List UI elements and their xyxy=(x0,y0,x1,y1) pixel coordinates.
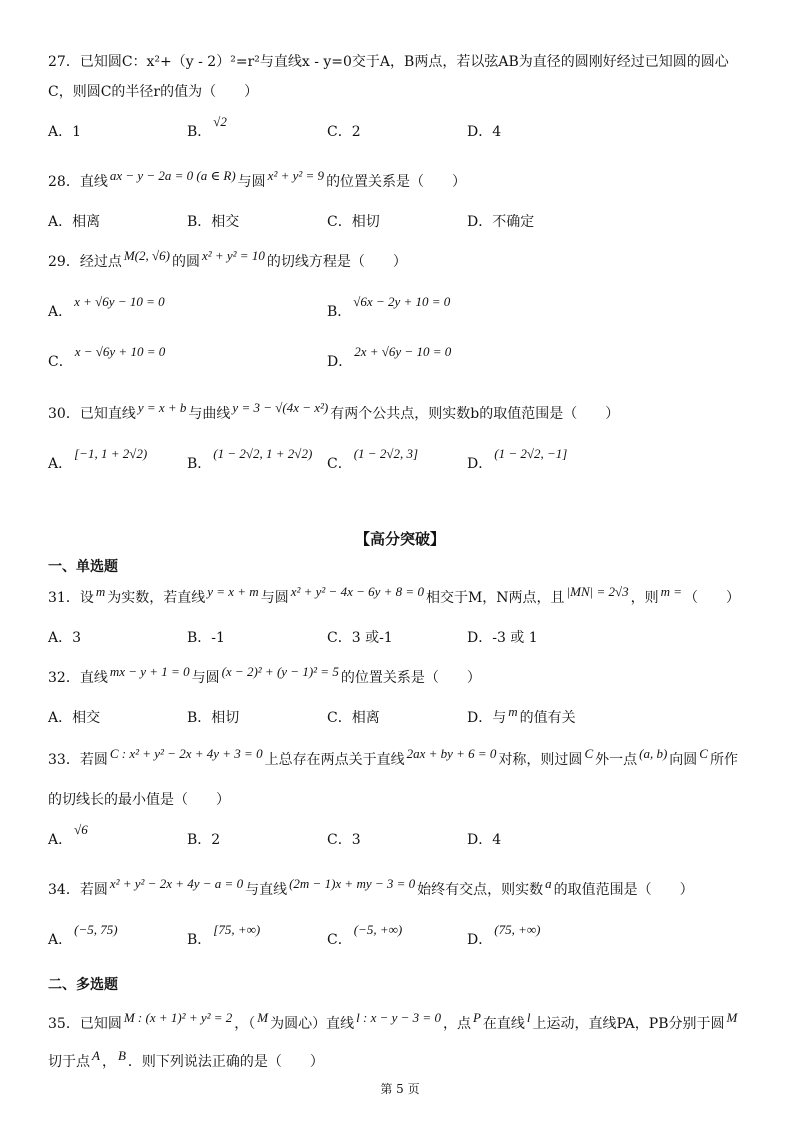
q32-option-b: B．相切 xyxy=(187,710,240,726)
q30-stem: 30．已知直线 y = x + b 与曲线 y = 3 − √(4x − x²) 有两个公共点，则实数b的取值范围是（ ） xyxy=(48,400,620,422)
q30-line-eq: y = x + b xyxy=(137,400,187,415)
q28-option-d: D．不确定 xyxy=(467,214,535,230)
q29-option-d: D．2x + √6y − 10 = 0 xyxy=(327,344,452,370)
q32-option-d: D．与 m 的值有关 xyxy=(467,704,576,726)
q29-stem: 29．经过点 M(2, √6) 的圆 x² + y² = 10 的切线方程是（ ） xyxy=(48,248,407,270)
page-footer: 第 5 页 xyxy=(380,1082,420,1096)
q34-option-a: A．(−5, 75) xyxy=(48,922,118,948)
q32-stem: 32．直线 mx − y + 1 = 0 与圆 (x − 2)² + (y − 1)² = 5 的位置关系是（ ） xyxy=(48,664,481,686)
q34-option-d: D．(75, +∞) xyxy=(467,922,541,948)
heading-multi-choice: 二、多选题 xyxy=(48,977,118,993)
q28-stem: 28．直线 ax − y − 2a = 0 (a ∈ R) 与圆 x² + y² = 9 的位置关系是（ ） xyxy=(48,168,467,190)
q35-stem-line1: 35．已知圆 M : (x + 1)² + y² = 2 ，（ M 为圆心）直线 l : x − y − 3 = 0 ，点 P 在直线 l 上运动，直线PA，PB分别于圆 M xyxy=(48,1010,738,1032)
q29-point: M(2, √6) xyxy=(123,248,170,263)
q30-option-d: D．(1 − 2√2, −1] xyxy=(467,446,568,472)
q28-line-eq: ax − y − 2a = 0 (a ∈ R) xyxy=(109,168,236,183)
q34-option-b: B．[75, +∞) xyxy=(187,922,261,948)
q28-option-b: B．相交 xyxy=(187,214,240,230)
q28-circle-eq: x² + y² = 9 xyxy=(267,168,325,183)
q29-option-b: B．√6x − 2y + 10 = 0 xyxy=(327,294,451,320)
q34-stem: 34．若圆 x² + y² − 2x + 4y − a = 0 与直线 (2m − 1)x + my − 3 = 0 始终有交点，则实数 a 的取值范围是（ ） xyxy=(48,876,694,898)
q35-stem-line2: 切于点 A ， B ．则下列说法正确的是（ ） xyxy=(48,1048,324,1070)
heading-single-choice: 一、单选题 xyxy=(48,559,118,575)
q33-option-c: C．3 xyxy=(327,832,361,848)
q34-option-c: C．(−5, +∞) xyxy=(327,922,403,948)
q31-stem: 31．设 m 为实数，若直线 y = x + m 与圆 x² + y² − 4x − 6y + 8 = 0 相交于M，N两点，且 |MN| = 2√3 ，则 m = （ ） xyxy=(48,584,741,606)
q33-option-a: A．√6 xyxy=(48,822,88,848)
q29-option-a: A．x + √6y − 10 = 0 xyxy=(48,294,165,320)
q33-option-b: B．2 xyxy=(187,832,221,848)
q27-option-d: D．4 xyxy=(467,124,502,140)
q29-option-c: C．x − √6y + 10 = 0 xyxy=(48,344,166,370)
q30-option-b: B．(1 − 2√2, 1 + 2√2) xyxy=(187,446,313,472)
q28-option-a: A．相离 xyxy=(48,214,101,230)
q27-option-b-math: √2 xyxy=(213,114,227,129)
q31-option-b: B．-1 xyxy=(187,630,225,646)
q27-option-b: B．√2 xyxy=(187,114,227,140)
q30-option-c: C．(1 − 2√2, 3] xyxy=(327,446,419,472)
q32-option-c: C．相离 xyxy=(327,710,380,726)
q33-stem-line1: 33．若圆 C : x² + y² − 2x + 4y + 3 = 0 上总存在两点关于直线 2ax + by + 6 = 0 对称，则过圆 C 外一点 (a, b) 向圆 C 所作 xyxy=(48,746,738,768)
q27-option-a: A．1 xyxy=(48,124,82,140)
q30-curve-eq: y = 3 − √(4x − x²) xyxy=(232,400,329,415)
q29-circle-eq: x² + y² = 10 xyxy=(201,248,265,263)
q31-option-c: C．3 或-1 xyxy=(327,630,393,646)
q27-stem-line1: 27．已知圆C：x²+（y - 2）²=r²与直线x - y=0交于A，B两点，若以弦AB为直径的圆刚好经过已知圆的圆心 xyxy=(48,54,729,70)
q27-option-c: C．2 xyxy=(327,124,361,140)
q30-option-a: A．[−1, 1 + 2√2) xyxy=(48,446,148,472)
q28-option-c: C．相切 xyxy=(327,214,380,230)
q27-stem-line2: C，则圆C的半径r的值为（ ） xyxy=(48,84,259,100)
q33-stem-line2: 的切线长的最小值是（ ） xyxy=(48,792,230,808)
q31-option-d: D．-3 或 1 xyxy=(467,630,538,646)
q33-option-d: D．4 xyxy=(467,832,502,848)
q31-option-a: A．3 xyxy=(48,630,82,646)
q32-option-a: A．相交 xyxy=(48,710,101,726)
section-title: 【高分突破】 xyxy=(354,530,445,548)
